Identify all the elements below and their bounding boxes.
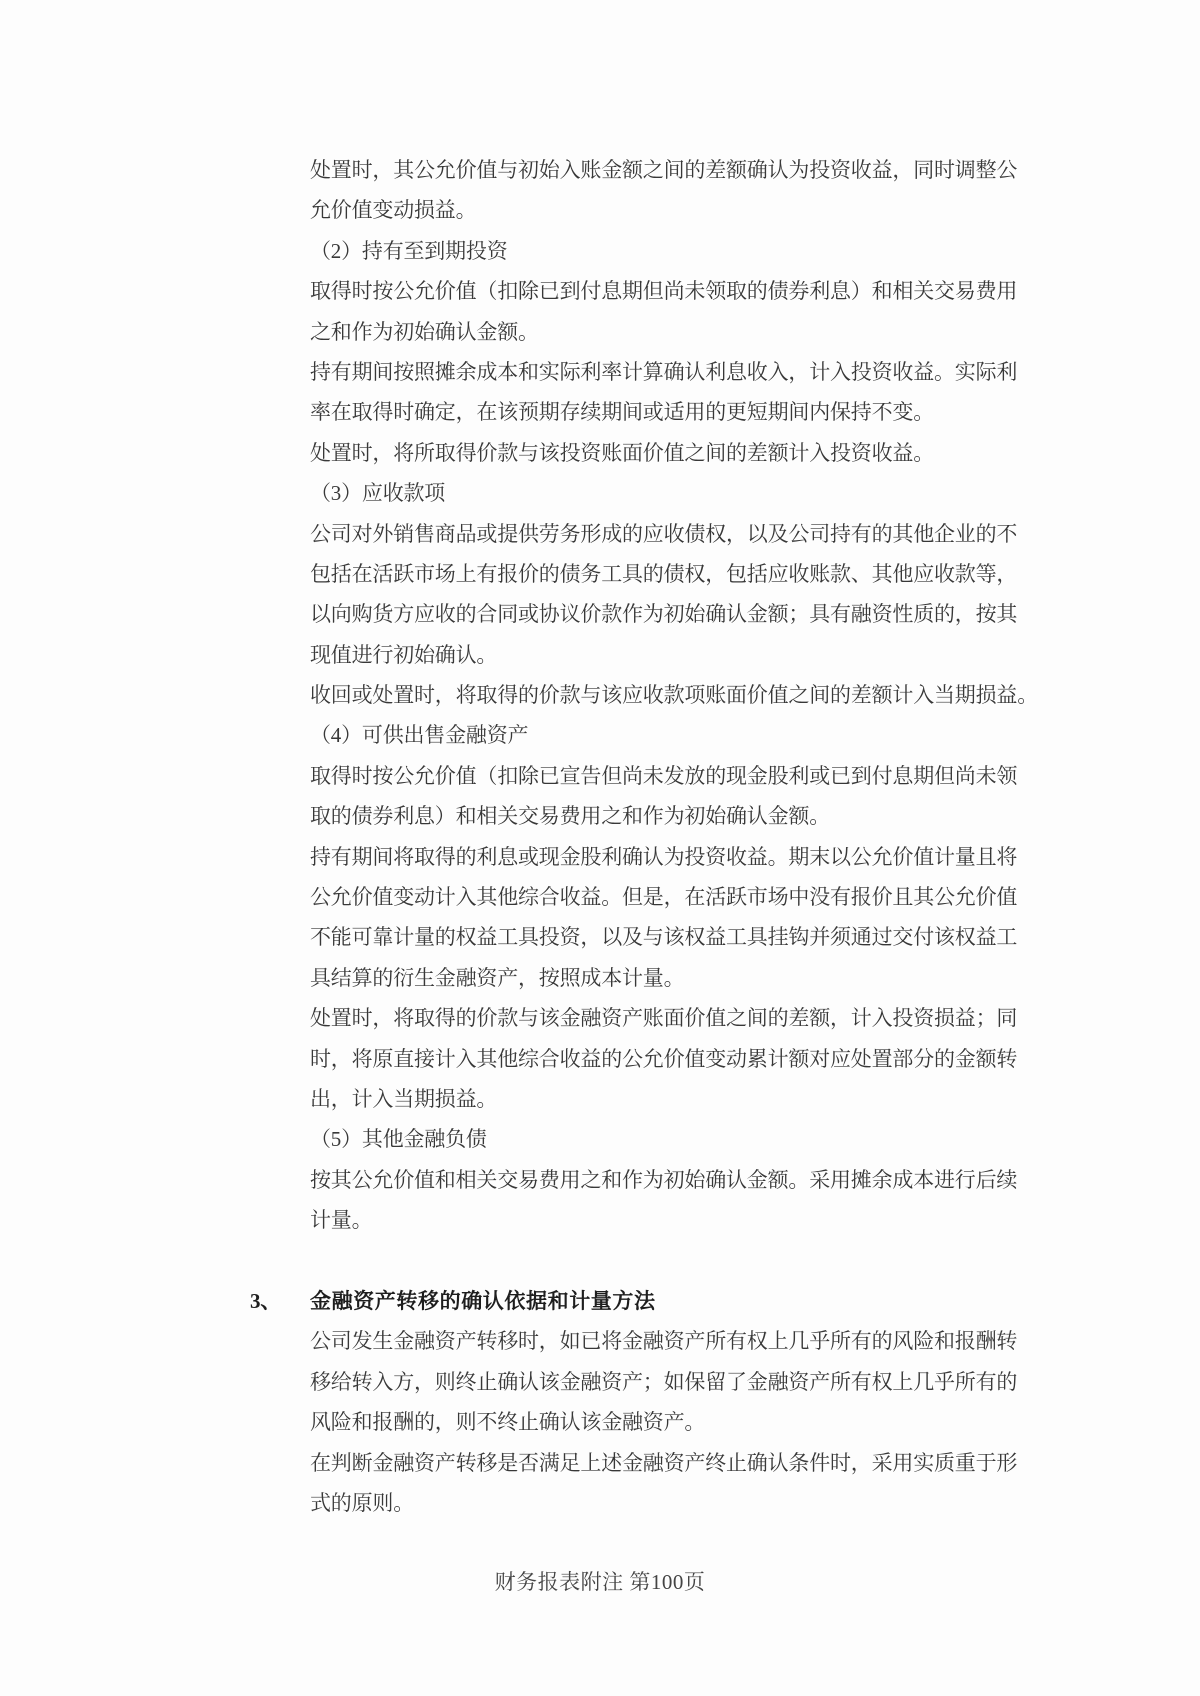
text-line: 率在取得时确定，在该预期存续期间或适用的更短期间内保持不变。 (310, 400, 934, 425)
text-line: 以向购货方应收的合同或协议价款作为初始确认金额；具有融资性质的，按其 (310, 602, 1018, 627)
text-line: 按其公允价值和相关交易费用之和作为初始确认金额。采用摊余成本进行后续 (310, 1167, 1018, 1192)
text-line: 取的债券利息）和相关交易费用之和作为初始确认金额。 (310, 804, 830, 829)
text-line: （4）可供出售金融资产 (310, 723, 529, 748)
text-line: （3）应收款项 (310, 481, 446, 506)
text-line: （2）持有至到期投资 (310, 238, 508, 263)
section-number: 3、 (250, 1288, 282, 1313)
text-line: 具结算的衍生金融资产，按照成本计量。 (310, 965, 685, 990)
text-line: 持有期间将取得的利息或现金股利确认为投资收益。期末以公允价值计量且将 (310, 844, 1018, 869)
text-line: 收回或处置时，将取得的价款与该应收款项账面价值之间的差额计入当期损益。 (310, 683, 1038, 708)
text-line: 在判断金融资产转移是否满足上述金融资产终止确认条件时，采用实质重于形 (310, 1450, 1018, 1475)
blank-line (310, 1241, 1018, 1281)
text-line: 取得时按公允价值（扣除已宣告但尚未发放的现金股利或已到付息期但尚未领 (310, 763, 1018, 788)
text-line: 时，将原直接计入其他综合收益的公允价值变动累计额对应处置部分的金额转 (310, 1046, 1018, 1071)
text-line: 公司发生金融资产转移时，如已将金融资产所有权上几乎所有的风险和报酬转 (310, 1329, 1018, 1354)
text-line: 公允价值变动计入其他综合收益。但是，在活跃市场中没有报价且其公允价值 (310, 885, 1018, 910)
text-line: 之和作为初始确认金额。 (310, 319, 539, 344)
text-line: 处置时，将取得的价款与该金融资产账面价值之间的差额，计入投资损益；同 (310, 1006, 1018, 1031)
text-line: 处置时，将所取得价款与该投资账面价值之间的差额计入投资收益。 (310, 440, 934, 465)
section-heading (250, 1281, 1018, 1321)
text-line: 现值进行初始确认。 (310, 642, 498, 667)
section-title: 金融资产转移的确认依据和计量方法 (310, 1288, 656, 1313)
text-line: 计量。 (310, 1208, 373, 1233)
document-body (250, 150, 1038, 1523)
text-line: 包括在活跃市场上有报价的债务工具的债权，包括应收账款、其他应收款等， (310, 561, 1018, 586)
text-line: 出，计入当期损益。 (310, 1086, 498, 1111)
text-line: 处置时，其公允价值与初始入账金额之间的差额确认为投资收益，同时调整公 (310, 158, 1018, 182)
page-footer: 财务报表附注 第100页 (494, 1570, 706, 1594)
text-line: 允价值变动损益。 (310, 198, 477, 223)
text-line: （5）其他金融负债 (310, 1127, 487, 1152)
text-line: 取得时按公允价值（扣除已到付息期但尚未领取的债券利息）和相关交易费用 (310, 279, 1018, 304)
text-line: 公司对外销售商品或提供劳务形成的应收债权，以及公司持有的其他企业的不 (310, 521, 1018, 546)
text-line: 不能可靠计量的权益工具投资，以及与该权益工具挂钩并须通过交付该权益工 (310, 925, 1018, 950)
text-line: 式的原则。 (310, 1490, 414, 1515)
text-line: 风险和报酬的，则不终止确认该金融资产。 (310, 1410, 706, 1435)
text-line: 持有期间按照摊余成本和实际利率计算确认利息收入，计入投资收益。实际利 (310, 359, 1018, 384)
text-line: 移给转入方，则终止确认该金融资产；如保留了金融资产所有权上几乎所有的 (310, 1369, 1018, 1394)
